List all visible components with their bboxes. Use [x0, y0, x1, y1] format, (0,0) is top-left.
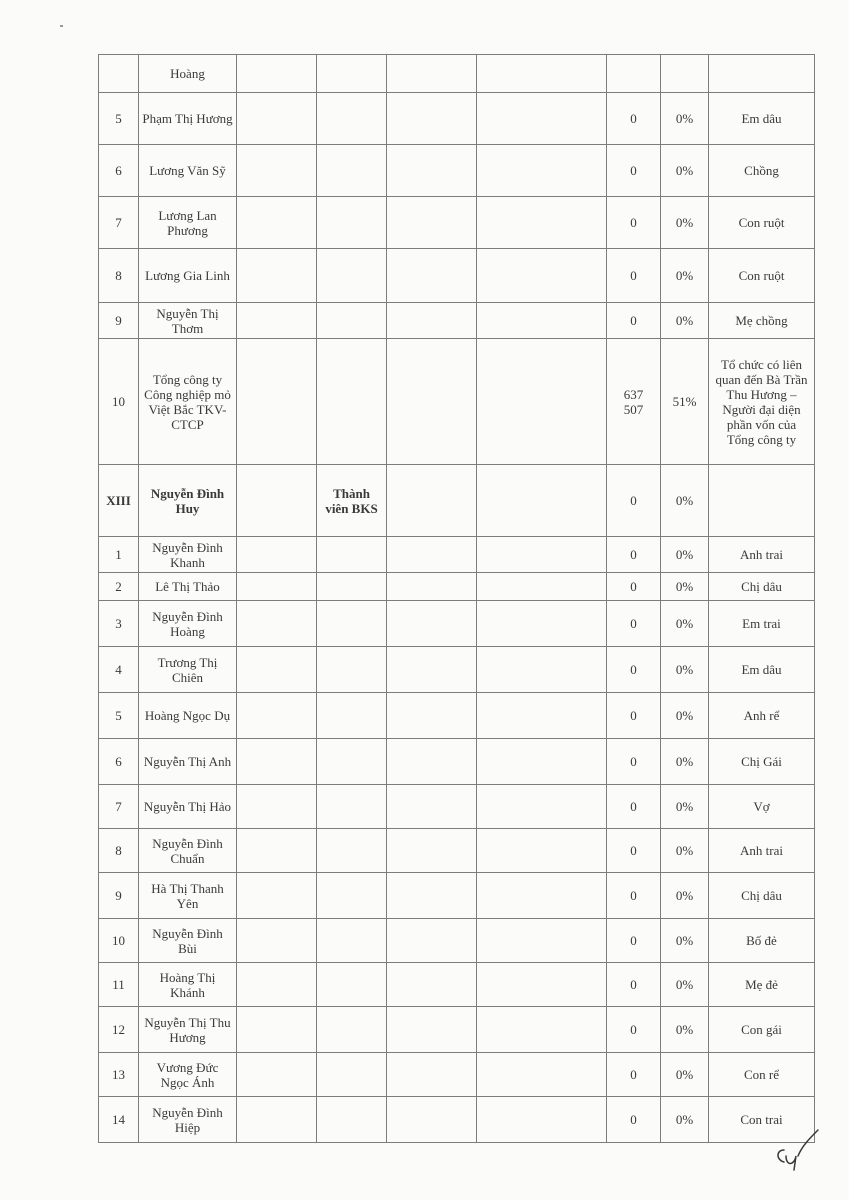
- table-row: [99, 249, 815, 303]
- relation-cell: Anh trai: [709, 829, 815, 873]
- name-cell: Nguyễn Đình Hoàng: [139, 601, 237, 647]
- name-cell: Lương Văn Sỹ: [139, 145, 237, 197]
- position-cell: [317, 573, 387, 601]
- relation-cell: Con trai: [709, 1097, 815, 1143]
- name-cell: Nguyễn Đình Khanh: [139, 537, 237, 573]
- percent-cell: 0%: [661, 919, 709, 963]
- blank-cell: [387, 693, 477, 739]
- blank-cell: [387, 197, 477, 249]
- position-cell: [317, 249, 387, 303]
- percent-cell: 0%: [661, 873, 709, 919]
- stt-cell: 11: [99, 963, 139, 1007]
- percent-cell: 0%: [661, 197, 709, 249]
- blank-cell: [387, 963, 477, 1007]
- blank-cell: [237, 537, 317, 573]
- blank-cell: [387, 339, 477, 465]
- blank-cell: [237, 55, 317, 93]
- table-row: [99, 601, 815, 647]
- percent-cell: 0%: [661, 785, 709, 829]
- name-cell: Lương Lan Phương: [139, 197, 237, 249]
- name-cell: Trương Thị Chiên: [139, 647, 237, 693]
- shares-cell: 0: [607, 573, 661, 601]
- blank-cell: [387, 785, 477, 829]
- percent-cell: 0%: [661, 647, 709, 693]
- blank-cell: [387, 739, 477, 785]
- percent-cell: 0%: [661, 93, 709, 145]
- position-cell: [317, 693, 387, 739]
- percent-cell: 0%: [661, 693, 709, 739]
- blank-cell: [237, 647, 317, 693]
- relation-cell: Em dâu: [709, 647, 815, 693]
- position-cell: [317, 1053, 387, 1097]
- blank-cell: [387, 647, 477, 693]
- blank-cell: [477, 829, 607, 873]
- blank-cell: [387, 1053, 477, 1097]
- table-row: [99, 93, 815, 145]
- shares-cell: [607, 55, 661, 93]
- blank-cell: [387, 1007, 477, 1053]
- position-cell: [317, 601, 387, 647]
- stt-cell: 13: [99, 1053, 139, 1097]
- shares-cell: 0: [607, 249, 661, 303]
- blank-cell: [387, 1097, 477, 1143]
- table-row: [99, 197, 815, 249]
- shares-cell: 0: [607, 537, 661, 573]
- shares-cell: 0: [607, 647, 661, 693]
- table-row: [99, 303, 815, 339]
- name-cell: Hoàng: [139, 55, 237, 93]
- blank-cell: [477, 919, 607, 963]
- stt-cell: 6: [99, 145, 139, 197]
- blank-cell: [237, 197, 317, 249]
- related-persons-table: [98, 54, 815, 1143]
- blank-cell: [237, 339, 317, 465]
- blank-cell: [237, 303, 317, 339]
- relation-cell: Mẹ đẻ: [709, 963, 815, 1007]
- percent-cell: 0%: [661, 249, 709, 303]
- shares-cell: 0: [607, 303, 661, 339]
- stt-cell: 4: [99, 647, 139, 693]
- table-row: [99, 785, 815, 829]
- shares-cell: 0: [607, 785, 661, 829]
- stt-cell: [99, 55, 139, 93]
- blank-cell: [237, 785, 317, 829]
- name-cell: Nguyễn Thị Thu Hương: [139, 1007, 237, 1053]
- blank-cell: [477, 1007, 607, 1053]
- relation-cell: [709, 55, 815, 93]
- relation-cell: Anh trai: [709, 537, 815, 573]
- percent-cell: 0%: [661, 739, 709, 785]
- relation-cell: Con ruột: [709, 249, 815, 303]
- blank-cell: [477, 1097, 607, 1143]
- shares-cell: 0: [607, 873, 661, 919]
- relation-cell: Con rể: [709, 1053, 815, 1097]
- name-cell: Hoàng Thị Khánh: [139, 963, 237, 1007]
- blank-cell: [387, 829, 477, 873]
- blank-cell: [237, 573, 317, 601]
- relation-cell: Chị dâu: [709, 573, 815, 601]
- blank-cell: [237, 829, 317, 873]
- percent-cell: 0%: [661, 303, 709, 339]
- table-row: [99, 963, 815, 1007]
- relation-cell: Con ruột: [709, 197, 815, 249]
- handwritten-initials: [770, 1126, 820, 1176]
- position-cell: [317, 55, 387, 93]
- blank-cell: [477, 93, 607, 145]
- relation-cell: Mẹ chồng: [709, 303, 815, 339]
- blank-cell: [237, 249, 317, 303]
- blank-cell: [237, 1097, 317, 1143]
- stt-cell: 14: [99, 1097, 139, 1143]
- table-row: [99, 55, 815, 93]
- shares-cell: 0: [607, 919, 661, 963]
- blank-cell: [237, 963, 317, 1007]
- blank-cell: [477, 1053, 607, 1097]
- blank-cell: [477, 573, 607, 601]
- blank-cell: [387, 145, 477, 197]
- blank-cell: [387, 873, 477, 919]
- table-row: [99, 145, 815, 197]
- blank-cell: [477, 647, 607, 693]
- stt-cell: 10: [99, 339, 139, 465]
- name-cell: Hoàng Ngọc Dụ: [139, 693, 237, 739]
- position-cell: [317, 647, 387, 693]
- table-row: [99, 1007, 815, 1053]
- shares-cell: 0: [607, 829, 661, 873]
- blank-cell: [477, 197, 607, 249]
- name-cell: Nguyễn Thị Hảo: [139, 785, 237, 829]
- blank-cell: [477, 339, 607, 465]
- stt-cell: 7: [99, 197, 139, 249]
- percent-cell: 0%: [661, 537, 709, 573]
- percent-cell: 0%: [661, 963, 709, 1007]
- stt-cell: 9: [99, 303, 139, 339]
- name-cell: Lương Gia Linh: [139, 249, 237, 303]
- percent-cell: 0%: [661, 1053, 709, 1097]
- position-cell: [317, 919, 387, 963]
- position-cell: Thành viên BKS: [317, 465, 387, 537]
- blank-cell: [477, 55, 607, 93]
- position-cell: [317, 93, 387, 145]
- blank-cell: [387, 919, 477, 963]
- blank-cell: [387, 601, 477, 647]
- stt-cell: 5: [99, 693, 139, 739]
- table-row: [99, 739, 815, 785]
- percent-cell: 0%: [661, 601, 709, 647]
- blank-cell: [387, 249, 477, 303]
- blank-cell: [237, 693, 317, 739]
- blank-cell: [477, 785, 607, 829]
- blank-cell: [387, 465, 477, 537]
- relation-cell: Bố đẻ: [709, 919, 815, 963]
- stt-cell: 2: [99, 573, 139, 601]
- relation-cell: Em dâu: [709, 93, 815, 145]
- relation-cell: Chồng: [709, 145, 815, 197]
- stt-cell: 9: [99, 873, 139, 919]
- percent-cell: 0%: [661, 465, 709, 537]
- blank-cell: [477, 249, 607, 303]
- blank-cell: [237, 93, 317, 145]
- percent-cell: 0%: [661, 1097, 709, 1143]
- blank-cell: [237, 601, 317, 647]
- blank-cell: [237, 919, 317, 963]
- blank-cell: [477, 303, 607, 339]
- blank-cell: [237, 1007, 317, 1053]
- shares-cell: 0: [607, 693, 661, 739]
- name-cell: Tổng công ty Công nghiệp mỏ Việt Bắc TKV-CTCP: [139, 339, 237, 465]
- position-cell: [317, 873, 387, 919]
- relation-cell: Tổ chức có liên quan đến Bà Trần Thu Hương – Người đại diện phần vốn của Tổng công ty: [709, 339, 815, 465]
- stt-cell: 3: [99, 601, 139, 647]
- shares-cell: 0: [607, 1007, 661, 1053]
- blank-cell: [387, 303, 477, 339]
- position-cell: [317, 1007, 387, 1053]
- blank-cell: [237, 145, 317, 197]
- stt-cell: 7: [99, 785, 139, 829]
- blank-cell: [477, 465, 607, 537]
- stt-cell: 5: [99, 93, 139, 145]
- table-row: [99, 1053, 815, 1097]
- table-row: [99, 573, 815, 601]
- percent-cell: 0%: [661, 829, 709, 873]
- blank-cell: [237, 1053, 317, 1097]
- position-cell: [317, 303, 387, 339]
- stt-cell: 6: [99, 739, 139, 785]
- shares-cell: 637 507: [607, 339, 661, 465]
- blank-cell: [387, 93, 477, 145]
- blank-cell: [387, 573, 477, 601]
- stt-cell: 8: [99, 829, 139, 873]
- table-row: [99, 465, 815, 537]
- blank-cell: [237, 465, 317, 537]
- shares-cell: 0: [607, 1053, 661, 1097]
- position-cell: [317, 785, 387, 829]
- position-cell: [317, 537, 387, 573]
- blank-cell: [477, 963, 607, 1007]
- table-row: [99, 873, 815, 919]
- position-cell: [317, 963, 387, 1007]
- table-row: [99, 919, 815, 963]
- name-cell: Nguyễn Đình Chuẩn: [139, 829, 237, 873]
- position-cell: [317, 1097, 387, 1143]
- shares-cell: 0: [607, 465, 661, 537]
- table-body: [99, 55, 815, 1143]
- blank-cell: [477, 537, 607, 573]
- relation-cell: Vợ: [709, 785, 815, 829]
- shares-cell: 0: [607, 963, 661, 1007]
- table-row: [99, 1097, 815, 1143]
- name-cell: Phạm Thị Hương: [139, 93, 237, 145]
- name-cell: Nguyễn Đình Bùi: [139, 919, 237, 963]
- stt-cell: 8: [99, 249, 139, 303]
- stt-cell: XIII: [99, 465, 139, 537]
- shares-cell: 0: [607, 601, 661, 647]
- name-cell: Lê Thị Thảo: [139, 573, 237, 601]
- scan-speck: [60, 14, 63, 16]
- table-row: [99, 537, 815, 573]
- blank-cell: [237, 873, 317, 919]
- relation-cell: Em trai: [709, 601, 815, 647]
- position-cell: [317, 339, 387, 465]
- blank-cell: [477, 693, 607, 739]
- name-cell: Nguyễn Đình Huy: [139, 465, 237, 537]
- blank-cell: [387, 55, 477, 93]
- shares-cell: 0: [607, 197, 661, 249]
- position-cell: [317, 829, 387, 873]
- percent-cell: 0%: [661, 1007, 709, 1053]
- percent-cell: [661, 55, 709, 93]
- blank-cell: [477, 739, 607, 785]
- name-cell: Hà Thị Thanh Yên: [139, 873, 237, 919]
- position-cell: [317, 739, 387, 785]
- relation-cell: Chị Gái: [709, 739, 815, 785]
- shares-cell: 0: [607, 1097, 661, 1143]
- relation-cell: Chị dâu: [709, 873, 815, 919]
- table-row: [99, 693, 815, 739]
- relation-cell: Anh rể: [709, 693, 815, 739]
- table-row: [99, 647, 815, 693]
- blank-cell: [477, 601, 607, 647]
- position-cell: [317, 197, 387, 249]
- table-row: [99, 339, 815, 465]
- stt-cell: 1: [99, 537, 139, 573]
- table-row: [99, 829, 815, 873]
- blank-cell: [477, 145, 607, 197]
- name-cell: Vương Đức Ngọc Ánh: [139, 1053, 237, 1097]
- name-cell: Nguyễn Thị Thơm: [139, 303, 237, 339]
- blank-cell: [237, 739, 317, 785]
- name-cell: Nguyễn Thị Anh: [139, 739, 237, 785]
- shares-cell: 0: [607, 145, 661, 197]
- stt-cell: 10: [99, 919, 139, 963]
- percent-cell: 0%: [661, 145, 709, 197]
- position-cell: [317, 145, 387, 197]
- percent-cell: 51%: [661, 339, 709, 465]
- name-cell: Nguyễn Đình Hiệp: [139, 1097, 237, 1143]
- percent-cell: 0%: [661, 573, 709, 601]
- relation-cell: [709, 465, 815, 537]
- relation-cell: Con gái: [709, 1007, 815, 1053]
- shares-cell: 0: [607, 93, 661, 145]
- stt-cell: 12: [99, 1007, 139, 1053]
- shares-cell: 0: [607, 739, 661, 785]
- blank-cell: [477, 873, 607, 919]
- blank-cell: [387, 537, 477, 573]
